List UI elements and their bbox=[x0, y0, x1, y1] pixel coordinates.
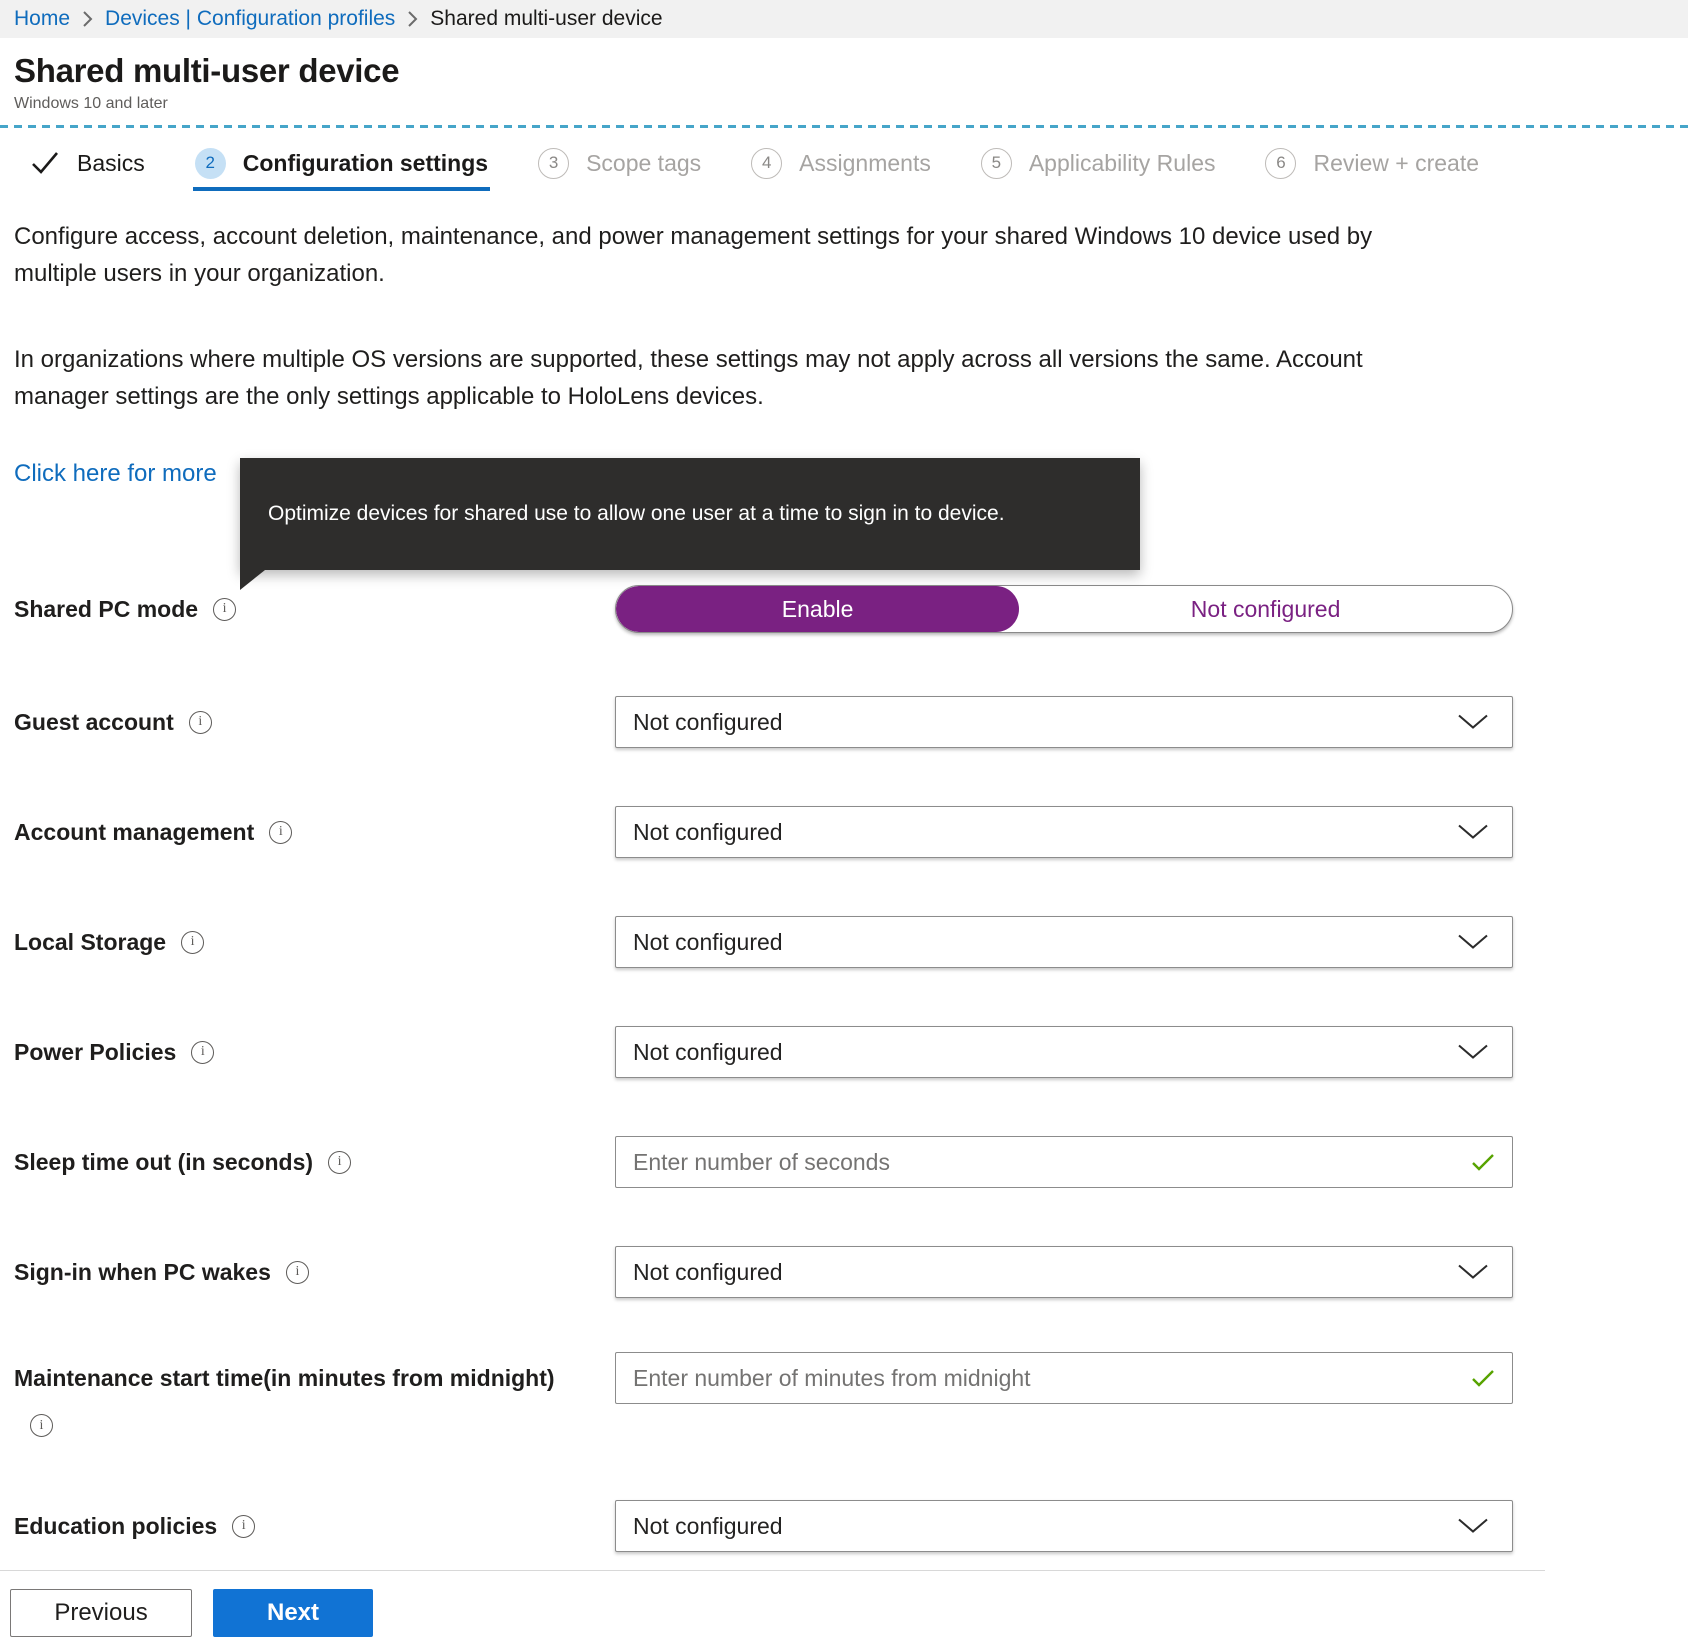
breadcrumb-current: Shared multi-user device bbox=[430, 7, 663, 30]
form-row-maintenance-start-time bbox=[0, 1352, 1688, 1442]
field-label-wrap bbox=[14, 1352, 555, 1437]
field-label-wrap bbox=[14, 1500, 255, 1552]
next-button[interactable]: Next bbox=[213, 1589, 373, 1637]
chevron-right-icon bbox=[82, 10, 93, 28]
form-row-sign-in-when-pc-wakes bbox=[0, 1246, 1688, 1298]
info-icon[interactable]: i bbox=[181, 931, 204, 954]
intro-paragraph-1: Configure access, account deletion, maintenance, and power management settings for your shared Windows 10 device used by multiple users in your organization. bbox=[14, 223, 1373, 287]
checkmark-icon bbox=[30, 150, 60, 176]
tab-review-create[interactable] bbox=[1265, 140, 1479, 186]
education-policies-dropdown[interactable] bbox=[615, 1500, 1513, 1552]
maintenance-start-time-field bbox=[615, 1352, 1513, 1404]
field-label: Sleep time out (in seconds) bbox=[14, 1148, 314, 1175]
breadcrumb-configuration-profiles-link[interactable]: Devices | Configuration profiles bbox=[105, 7, 396, 30]
info-icon[interactable]: i bbox=[213, 598, 236, 621]
tab-label: Assignments bbox=[799, 149, 931, 176]
intro-paragraph-2: In organizations where multiple OS versions are supported, these settings may not apply across all versions the same. Account manager settings are the only settings applicable to HoloLens devices. bbox=[14, 346, 1363, 410]
dropdown-value: Not configured bbox=[633, 818, 783, 845]
dropdown-value: Not configured bbox=[633, 1258, 783, 1285]
valid-check-icon bbox=[1471, 1369, 1495, 1387]
shared-pc-mode-toggle[interactable] bbox=[615, 585, 1513, 633]
field-label: Shared PC mode bbox=[14, 595, 199, 622]
page-title: Shared multi-user device bbox=[14, 52, 400, 89]
breadcrumb-home-link[interactable]: Home bbox=[14, 7, 71, 30]
step-number-badge: 3 bbox=[538, 148, 569, 179]
step-number-badge: 6 bbox=[1265, 148, 1296, 179]
tab-scope-tags[interactable] bbox=[538, 140, 701, 186]
chevron-down-icon bbox=[1458, 1519, 1488, 1534]
tooltip-pointer bbox=[240, 570, 265, 590]
field-label-wrap bbox=[14, 806, 292, 858]
maintenance-start-time-input[interactable] bbox=[615, 1352, 1513, 1404]
dropdown-value: Not configured bbox=[633, 1512, 783, 1539]
info-icon[interactable]: i bbox=[286, 1261, 309, 1284]
field-label-wrap bbox=[14, 1136, 351, 1188]
tab-basics[interactable] bbox=[30, 140, 145, 186]
form-row-local-storage bbox=[0, 916, 1688, 968]
more-info-link[interactable]: Click here for more bbox=[14, 460, 217, 487]
dropdown-value: Not configured bbox=[633, 708, 783, 735]
tab-label: Basics bbox=[77, 149, 145, 176]
info-icon[interactable]: i bbox=[269, 821, 292, 844]
dropdown-value: Not configured bbox=[633, 928, 783, 955]
field-label: Education policies bbox=[14, 1512, 218, 1539]
tab-assignments[interactable] bbox=[751, 140, 931, 186]
field-label-wrap bbox=[14, 916, 204, 968]
chevron-right-icon bbox=[407, 10, 418, 28]
form-row-guest-account bbox=[0, 696, 1688, 748]
info-icon[interactable]: i bbox=[189, 711, 212, 734]
field-label: Account management bbox=[14, 818, 255, 845]
step-number-badge: 5 bbox=[981, 148, 1012, 179]
field-label-wrap bbox=[14, 1026, 214, 1078]
account-management-dropdown[interactable] bbox=[615, 806, 1513, 858]
local-storage-dropdown[interactable] bbox=[615, 916, 1513, 968]
step-number-badge: 4 bbox=[751, 148, 782, 179]
info-icon[interactable]: i bbox=[328, 1151, 351, 1174]
sleep-time-out-input[interactable] bbox=[615, 1136, 1513, 1188]
footer-divider bbox=[0, 1570, 1545, 1571]
form-row-power-policies bbox=[0, 1026, 1688, 1078]
sleep-time-out-field bbox=[615, 1136, 1513, 1188]
field-label: Guest account bbox=[14, 708, 174, 735]
step-number-badge: 2 bbox=[195, 148, 226, 179]
field-label-wrap bbox=[14, 1246, 309, 1298]
valid-check-icon bbox=[1471, 1153, 1495, 1171]
power-policies-dropdown[interactable] bbox=[615, 1026, 1513, 1078]
info-icon[interactable]: i bbox=[191, 1041, 214, 1064]
form-row-education-policies bbox=[0, 1500, 1688, 1552]
guest-account-dropdown[interactable] bbox=[615, 696, 1513, 748]
chevron-down-icon bbox=[1458, 715, 1488, 730]
chevron-down-icon bbox=[1458, 1045, 1488, 1060]
chevron-down-icon bbox=[1458, 1265, 1488, 1280]
dropdown-value: Not configured bbox=[633, 1038, 783, 1065]
tab-configuration-settings[interactable] bbox=[195, 140, 488, 186]
tab-label: Review + create bbox=[1313, 149, 1480, 176]
field-label-wrap bbox=[14, 585, 236, 633]
tab-label: Scope tags bbox=[586, 149, 702, 176]
sign-in-when-pc-wakes-dropdown[interactable] bbox=[615, 1246, 1513, 1298]
tab-label: Applicability Rules bbox=[1028, 149, 1216, 176]
info-icon[interactable]: i bbox=[30, 1414, 53, 1437]
form-row-account-management bbox=[0, 806, 1688, 858]
tooltip: Optimize devices for shared use to allow one user at a time to sign in to device. bbox=[240, 458, 1140, 570]
tab-label: Configuration settings bbox=[242, 149, 489, 176]
toggle-option-enable[interactable]: Enable bbox=[616, 586, 1019, 632]
wizard-tabs bbox=[30, 140, 1688, 186]
chevron-down-icon bbox=[1458, 825, 1488, 840]
field-label: Sign-in when PC wakes bbox=[14, 1258, 271, 1285]
toggle-option-not-configured[interactable]: Not configured bbox=[1190, 595, 1341, 622]
previous-button[interactable]: Previous bbox=[10, 1589, 192, 1637]
form-row-shared-pc-mode bbox=[0, 585, 1688, 633]
page-subtitle: Windows 10 and later bbox=[14, 95, 168, 112]
field-label-wrap bbox=[14, 696, 212, 748]
field-label: Maintenance start time(in minutes from midnight) bbox=[14, 1365, 555, 1391]
field-label: Power Policies bbox=[14, 1038, 177, 1065]
field-label: Local Storage bbox=[14, 928, 167, 955]
breadcrumb bbox=[0, 0, 1688, 38]
info-icon[interactable]: i bbox=[232, 1515, 255, 1538]
dashed-separator bbox=[0, 125, 1688, 128]
form-row-sleep-time-out bbox=[0, 1136, 1688, 1188]
chevron-down-icon bbox=[1458, 935, 1488, 950]
tab-applicability-rules[interactable] bbox=[981, 140, 1216, 186]
